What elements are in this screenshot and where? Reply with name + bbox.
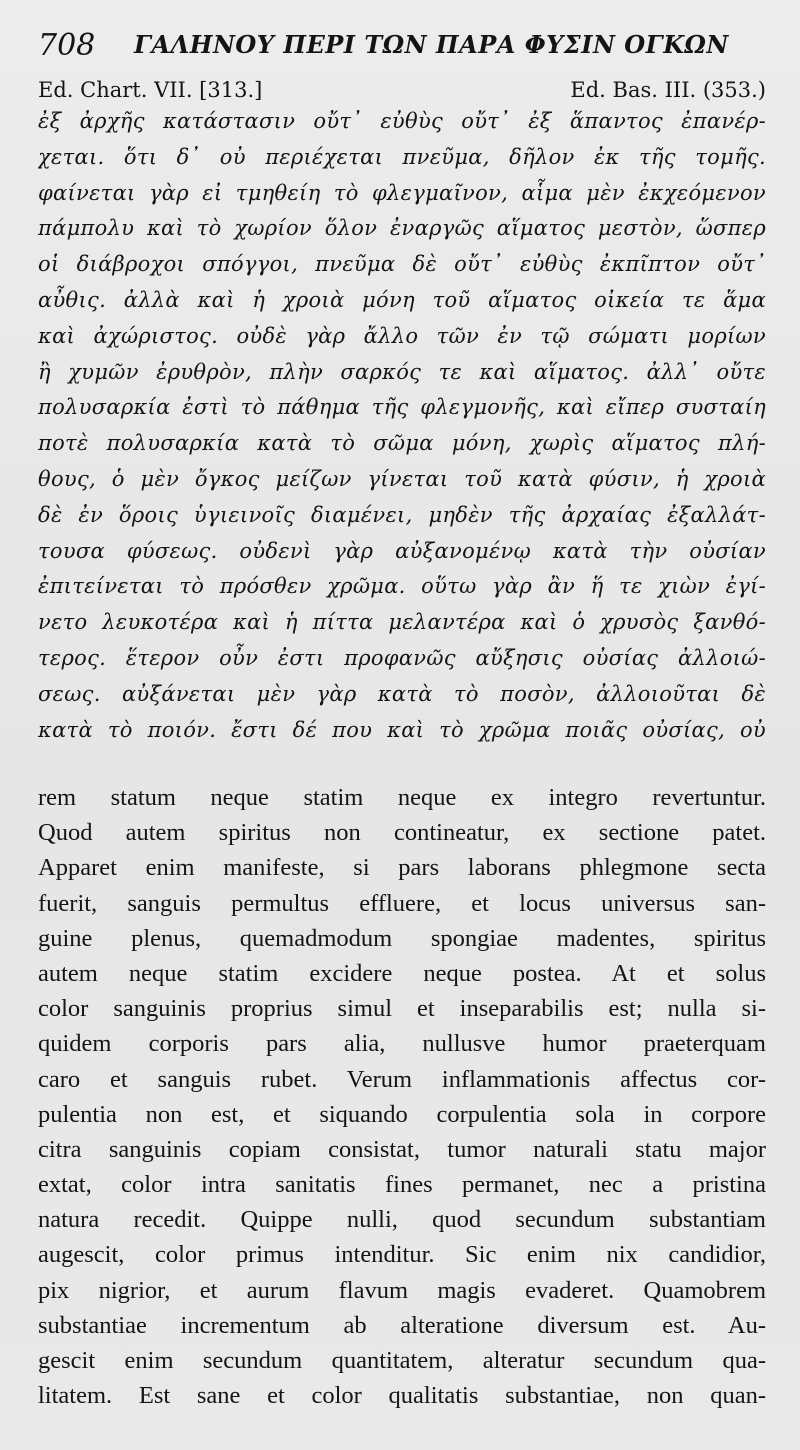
greek-text-line: δὲ ἐν ὅροις ὑγιεινοῖς διαμένει, μηδὲν τῆς ἀρχαίας ἐξαλλάτ- [38,502,766,527]
latin-text-line: natura recedit. Quippe nulli, quod secundum substantiam [38,1206,766,1234]
latin-text-line: Apparet enim manifeste, si pars laborans phlegmone secta [38,854,766,882]
latin-text-line: gescit enim secundum quantitatem, alteratur secundum qua- [38,1347,766,1374]
latin-text-line: caro et sanguis rubet. Verum inflammationis affectus cor- [38,1065,766,1093]
greek-text-line: τερος. ἕτερον οὖν ἐστι προφανῶς αὔξησις οὐσίας ἀλλοιώ- [38,645,766,670]
latin-text-line: substantiae incrementum ab alteratione diversum est. Au- [38,1311,766,1339]
greek-text-line: κατὰ τὸ ποιόν. ἔστι δέ που καὶ τὸ χρῶμα ποιᾶς οὐσίας, οὐ [38,717,766,742]
latin-text-line: guine plenus, quemadmodum spongiae madentes, spiritus [38,924,766,952]
greek-text-block [38,104,766,748]
greek-text-line: χεται. ὅτι δ᾽ οὐ περιέχεται πνεῦμα, δῆλον ἐκ τῆς τομῆς. [38,144,766,169]
greek-text-line: αὖθις. ἀλλὰ καὶ ἡ χροιὰ μόνη τοῦ αἵματος οἰκεία τε ἅμα [38,287,766,312]
latin-text-line: pulentia non est, et siquando corpulentia sola in corpore [38,1100,766,1128]
greek-text-line: τουσα φύσεως. οὐδενὶ γὰρ αὐξανομένῳ κατὰ τὴν οὐσίαν [38,538,766,563]
greek-text-line: σεως. αὐξάνεται μὲν γὰρ κατὰ τὸ ποσὸν, ἀλλοιοῦται δὲ [38,681,766,706]
greek-text-line: πολυσαρκία ἐστὶ τὸ πάθημα τῆς φλεγμονῆς, καὶ εἴπερ συσταίη [38,395,766,420]
greek-text-line: οἱ διάβροχοι σπόγγοι, πνεῦμα δὲ οὔτ᾽ εὐθὺς ἐκπῖπτον οὔτ᾽ [38,252,766,277]
latin-text-line: citra sanguinis copiam consistat, tumor naturali statu major [38,1135,766,1163]
latin-text-line: augescit, color primus intenditur. Sic enim nix candidior, [38,1241,766,1269]
latin-text-line: quidem corporis pars alia, nullusve humor praeterquam [38,1030,766,1058]
latin-text-line: pix nigrior, et aurum flavum magis evaderet. Quamobrem [38,1276,766,1304]
latin-text-line: color sanguinis proprius simul et inseparabilis est; nulla si- [38,995,766,1023]
greek-text-line: ποτὲ πολυσαρκία κατὰ τὸ σῶμα μόνη, χωρὶς αἵματος πλή- [38,431,766,456]
greek-text-line: καὶ ἀχώριστος. οὐδὲ γὰρ ἄλλο τῶν ἐν τῷ σώματι μορίων [38,323,766,348]
running-title: ΓΑΛΗΝΟΥ ΠΕΡΙ ΤΩΝ ΠΑΡΑ ΦΥΣΙΝ ΟΓΚΩΝ [134,30,729,59]
latin-text-line: litatem. Est sane et color qualitatis substantiae, non quan- [38,1382,766,1410]
greek-text-line: πάμπολυ καὶ τὸ χωρίον ὅλον ἐναργῶς αἵματος μεστὸν, ὥσπερ [38,216,766,241]
page-number: 708 [38,28,96,63]
greek-text-line: ἐπιτείνεται τὸ πρόσθεν χρῶμα. οὕτω γὰρ ἂν ἥ τε χιὼν ἐγί- [38,574,766,599]
edition-reference-basel: Ed. Bas. III. (353.) [570,78,766,102]
page-header [38,28,768,68]
greek-text-line: θους, ὁ μὲν ὄγκος μείζων γίνεται τοῦ κατὰ φύσιν, ἡ χροιὰ [38,466,766,491]
latin-text-line: fuerit, sanguis permultus effluere, et locus universus san- [38,889,766,917]
edition-references [38,78,766,106]
latin-text-block [38,780,766,1413]
greek-text-line: ἐξ ἀρχῆς κατάστασιν οὔτ᾽ εὐθὺς οὔτ᾽ ἐξ ἅπαντος ἐπανέρ- [38,109,766,133]
latin-text-line: rem statum neque statim neque ex integro revertuntur. [38,784,766,811]
latin-text-line: extat, color intra sanitatis fines permanet, nec a pristina [38,1171,766,1199]
latin-text-line: autem neque statim excidere neque postea. At et solus [38,959,766,987]
greek-text-line: φαίνεται γὰρ εἰ τμηθείη τὸ φλεγμαῖνον, αἷμα μὲν ἐκχεόμενον [38,180,766,205]
edition-reference-chartier: Ed. Chart. VII. [313.] [38,78,263,102]
greek-text-line: ἢ χυμῶν ἐρυθρὸν, πλὴν σαρκός τε καὶ αἵματος. ἀλλ᾽ οὔτε [38,359,766,384]
latin-text-line: Quod autem spiritus non contineatur, ex sectione patet. [38,819,766,847]
greek-text-line: νετο λευκοτέρα καὶ ἡ πίττα μελαντέρα καὶ ὁ χρυσὸς ξανθό- [38,610,766,635]
